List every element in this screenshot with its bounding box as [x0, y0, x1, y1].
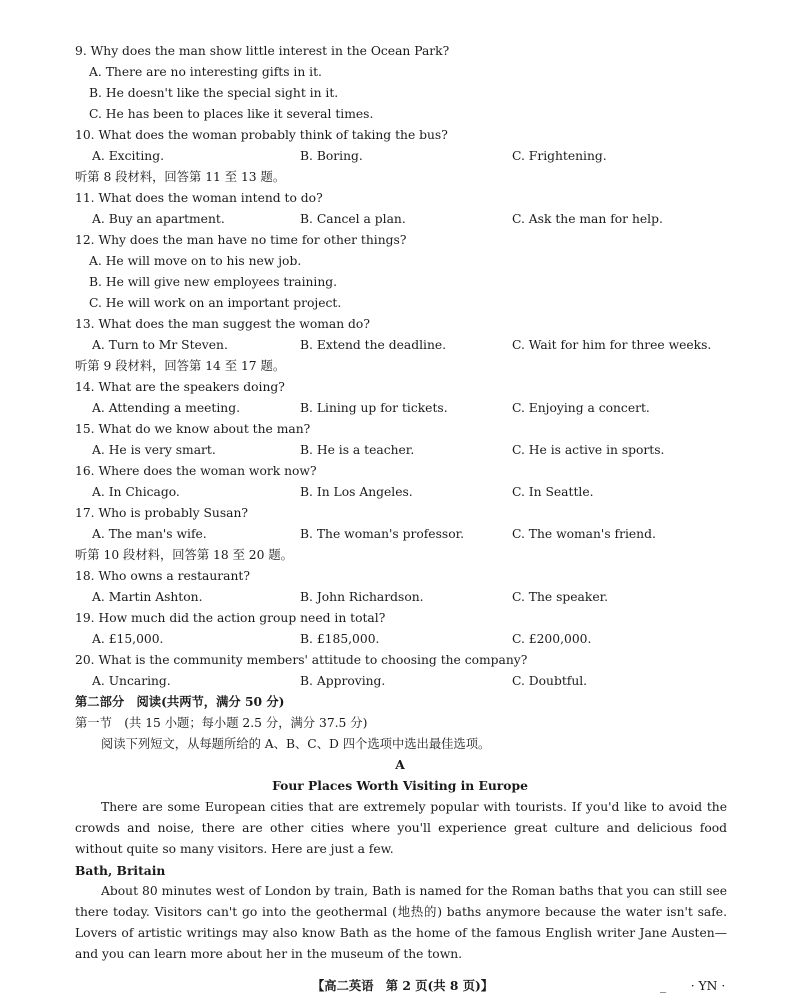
paragraph-bath — [75, 881, 727, 965]
q11-option-c: C. Ask the man for help. — [512, 212, 663, 226]
q14-option-a: A. Attending a meeting. — [92, 401, 240, 415]
question-15: 15. What do we know about the man? — [75, 422, 311, 436]
q9-option-b: B. He doesn't like the special sight in it. — [89, 86, 339, 100]
question-20: 20. What is the community members' attitude to choosing the company? — [75, 653, 528, 667]
passage-letter: A — [395, 757, 405, 772]
q15-options — [0, 441, 800, 459]
q20-option-c: C. Doubtful. — [512, 674, 588, 688]
q20-option-a: A. Uncaring. — [92, 674, 171, 688]
part-2-title: 第二部分 阅读(共两节，满分 50 分) — [75, 694, 285, 709]
question-19: 19. How much did the action group need in total? — [75, 611, 386, 625]
q11-option-a: A. Buy an apartment. — [92, 212, 225, 226]
question-10: 10. What does the woman probably think of taking the bus? — [75, 128, 448, 142]
question-9: 9. Why does the man show little interest in the Ocean Park? — [75, 44, 450, 58]
q12-option-b: B. He will give new employees training. — [89, 275, 338, 289]
question-14: 14. What are the speakers doing? — [75, 380, 285, 394]
q16-options — [0, 483, 800, 501]
reading-instruction: 阅读下列短文，从每题所给的 A、B、C、D 四个选项中选出最佳选项。 — [101, 737, 491, 751]
q10-options — [0, 147, 800, 165]
q14-option-b: B. Lining up for tickets. — [300, 401, 448, 415]
subheading-bath: Bath, Britain — [75, 863, 166, 878]
question-12: 12. Why does the man have no time for other things? — [75, 233, 407, 247]
q17-option-c: C. The woman's friend. — [512, 527, 656, 541]
q13-option-b: B. Extend the deadline. — [300, 338, 447, 352]
paragraph-intro-text: There are some European cities that are extremely popular with tourists. If you'd like to avoid the crowds and noise, there are other cities where you'll experience great culture and delicious food without quite so many visitors. Here are just a few. — [75, 800, 727, 856]
q13-options — [0, 336, 800, 354]
section-9-instruction: 听第 9 段材料，回答第 14 至 17 题。 — [75, 359, 286, 373]
q13-option-a: A. Turn to Mr Steven. — [92, 338, 228, 352]
q15-option-a: A. He is very smart. — [92, 443, 216, 457]
q20-options — [0, 672, 800, 690]
q14-option-c: C. Enjoying a concert. — [512, 401, 650, 415]
q16-option-b: B. In Los Angeles. — [300, 485, 413, 499]
q12-option-c: C. He will work on an important project. — [89, 296, 342, 310]
q14-options — [0, 399, 800, 417]
q18-option-c: C. The speaker. — [512, 590, 609, 604]
q16-option-c: C. In Seattle. — [512, 485, 594, 499]
q12-option-a: A. He will move on to his new job. — [89, 254, 302, 268]
paragraph-bath-text: About 80 minutes west of London by train, Bath is named for the Roman baths that you can still see there today. Visitors can't go into the geothermal (地热的) baths anymore because the water isn't safe. Lovers of artistic writings may also know Bath as the home of the famous English writer Jane Austen—and you can learn more about her in the museum of the town. — [75, 884, 727, 961]
passage-title: Four Places Worth Visiting in Europe — [272, 778, 528, 793]
q19-option-c: C. £200,000. — [512, 632, 592, 646]
section-10-instruction: 听第 10 段材料，回答第 18 至 20 题。 — [75, 548, 293, 562]
q18-option-a: A. Martin Ashton. — [92, 590, 203, 604]
question-11: 11. What does the woman intend to do? — [75, 191, 323, 205]
q19-options — [0, 630, 800, 648]
q10-option-b: B. Boring. — [300, 149, 363, 163]
question-16: 16. Where does the woman work now? — [75, 464, 317, 478]
q13-option-c: C. Wait for him for three weeks. — [512, 338, 712, 352]
page-footer — [0, 977, 800, 995]
paragraph-intro — [75, 797, 727, 860]
q17-option-b: B. The woman's professor. — [300, 527, 465, 541]
q19-option-b: B. £185,000. — [300, 632, 380, 646]
q10-option-c: C. Frightening. — [512, 149, 607, 163]
q20-option-b: B. Approving. — [300, 674, 386, 688]
question-18: 18. Who owns a restaurant? — [75, 569, 250, 583]
q9-option-c: C. He has been to places like it several times. — [89, 107, 374, 121]
q15-option-b: B. He is a teacher. — [300, 443, 415, 457]
q18-options — [0, 588, 800, 606]
q15-option-c: C. He is active in sports. — [512, 443, 665, 457]
q17-option-a: A. The man's wife. — [92, 527, 207, 541]
section-8-instruction: 听第 8 段材料，回答第 11 至 13 题。 — [75, 170, 286, 184]
q9-option-a: A. There are no interesting gifts in it. — [89, 65, 322, 79]
question-17: 17. Who is probably Susan? — [75, 506, 249, 520]
q18-option-b: B. John Richardson. — [300, 590, 424, 604]
page-number: 【高二英语 第 2 页(共 8 页)】 — [312, 978, 494, 993]
section-1-heading: 第一节 (共 15 小题；每小题 2.5 分，满分 37.5 分) — [75, 716, 368, 730]
q19-option-a: A. £15,000. — [92, 632, 164, 646]
q16-option-a: A. In Chicago. — [92, 485, 180, 499]
paper-code: _ · YN · — [660, 979, 726, 993]
q11-options — [0, 210, 800, 228]
q10-option-a: A. Exciting. — [92, 149, 165, 163]
q11-option-b: B. Cancel a plan. — [300, 212, 406, 226]
q17-options — [0, 525, 800, 543]
question-13: 13. What does the man suggest the woman do? — [75, 317, 370, 331]
